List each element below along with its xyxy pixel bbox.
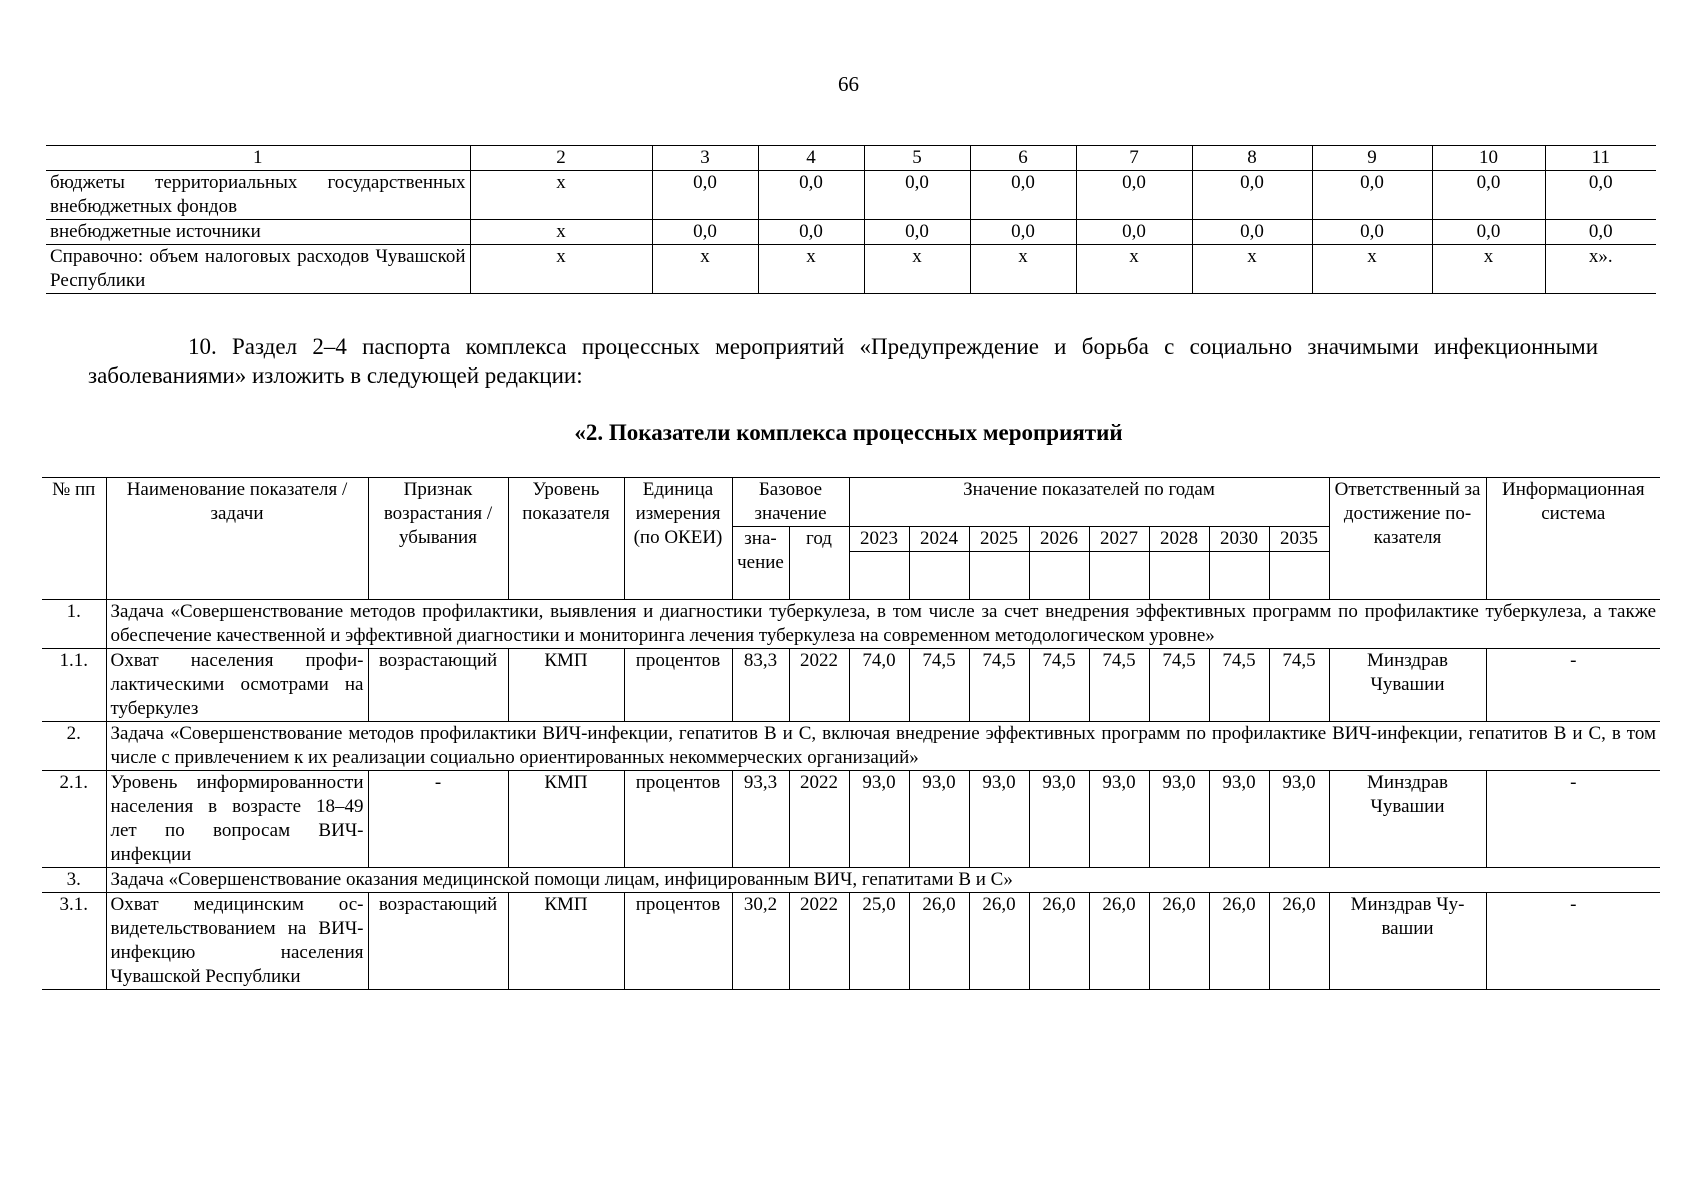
table-cell: 0,0 [652,171,758,220]
indicator-name: Охват медицинским освидетельствованием на ВИЧ-инфекцию населения Чувашской Республики [106,893,368,990]
indicator-responsible: Минздрав Чувашии [1329,649,1486,722]
indicator-year-value: 74,5 [1209,649,1269,722]
indicator-year-value: 74,5 [1149,649,1209,722]
amendment-paragraph: 10. Раздел 2–4 паспорта комплекса процессных мероприятий «Предупреждение и борьба с социально значимыми инфекционными заболеваниями» изложить в следующей редакции: [88,334,1598,388]
task-row [42,868,1660,893]
table-cell: х [470,220,652,245]
table-cell: 0,0 [1192,171,1312,220]
table-cell: 0,0 [1432,220,1545,245]
header-responsible: Ответственный за достижение показателя [1329,478,1486,600]
indicator-sign: возрастающий [368,893,508,990]
indicator-year-value: 26,0 [1089,893,1149,990]
task-row [42,722,1660,771]
indicator-year-value: 93,0 [969,771,1029,868]
indicator-info-system: - [1486,771,1660,868]
indicator-year-value: 74,5 [1269,649,1329,722]
budget-continuation-table [46,145,1656,294]
column-number: 3 [652,146,758,171]
indicator-base-value: 30,2 [732,893,789,990]
header-year: 2027 [1089,527,1149,552]
indicator-year-value: 74,5 [909,649,969,722]
table-cell: 0,0 [1076,220,1192,245]
header-year: 2026 [1029,527,1089,552]
indicator-responsible: Минздрав Чувашии [1329,893,1486,990]
table-cell: х». [1545,245,1656,294]
table-cell: 0,0 [1545,171,1656,220]
header-year: 2025 [969,527,1029,552]
row-label: бюджеты территориальных государственных внебюджетных фондов [46,171,470,220]
indicator-sign: - [368,771,508,868]
indicator-name: Охват населения профилактическими осмотрами на туберкулез [106,649,368,722]
indicator-year-value: 26,0 [1269,893,1329,990]
indicator-year-value: 26,0 [969,893,1029,990]
table-cell: х [470,171,652,220]
indicator-year-value: 93,0 [1209,771,1269,868]
header-years-group: Значение показателей по годам [849,478,1329,527]
header-year: 2024 [909,527,969,552]
indicator-year-value: 74,0 [849,649,909,722]
header-level: Уровень показателя [508,478,624,600]
indicator-base-year: 2022 [789,649,849,722]
indicator-year-value: 93,0 [849,771,909,868]
table-row [46,220,1656,245]
indicator-year-value: 93,0 [1029,771,1089,868]
header-sign: Признак возрастания / убывания [368,478,508,600]
indicator-unit: процентов [624,649,732,722]
column-number: 7 [1076,146,1192,171]
indicator-base-value: 93,3 [732,771,789,868]
table-cell: х [758,245,864,294]
indicator-row [42,649,1660,722]
task-text: Задача «Совершенствование методов профилактики, выявления и диагностики туберкулеза, в том числе за счет внедрения эффективных программ по профилактике туберкулеза, а также обеспечение качественной и эффективной диагностики и мониторинга лечения туберкулеза на современном методологическом уровне» [106,600,1660,649]
task-text: Задача «Совершенствование методов профилактики ВИЧ-инфекции, гепатитов B и C, включая внедрение эффективных программ по профилактике ВИЧ-инфекции, гепатитов B и C, в том числе с привлечением к их реализации социально ориентированных некоммерческих организаций» [106,722,1660,771]
table-cell: х [652,245,758,294]
column-number: 11 [1545,146,1656,171]
column-numbers-row [46,146,1656,171]
table-cell: 0,0 [864,171,970,220]
indicator-year-value: 26,0 [1209,893,1269,990]
table-cell: 0,0 [652,220,758,245]
column-number: 9 [1312,146,1432,171]
table-cell: х [970,245,1076,294]
table-row [46,171,1656,220]
task-number: 1. [42,600,106,649]
indicator-number: 3.1. [42,893,106,990]
table-cell: 0,0 [970,171,1076,220]
column-number: 8 [1192,146,1312,171]
indicator-year-value: 26,0 [1029,893,1089,990]
indicator-year-value: 93,0 [909,771,969,868]
indicator-base-year: 2022 [789,771,849,868]
column-number: 1 [46,146,470,171]
table-cell: х [1432,245,1545,294]
column-number: 10 [1432,146,1545,171]
task-row [42,600,1660,649]
indicator-level: КМП [508,649,624,722]
section-heading: «2. Показатели комплекса процессных мероприятий [574,420,1123,445]
header-year: 2028 [1149,527,1209,552]
page-number: 66 [838,72,859,96]
table-cell: 0,0 [1076,171,1192,220]
indicator-year-value: 93,0 [1149,771,1209,868]
header-unit: Единица измерения (по ОКЕИ) [624,478,732,600]
column-number: 5 [864,146,970,171]
indicators-table [42,477,1660,990]
column-number: 2 [470,146,652,171]
indicator-year-value: 74,5 [969,649,1029,722]
indicator-year-value: 26,0 [909,893,969,990]
table-cell: 0,0 [970,220,1076,245]
table-cell: х [470,245,652,294]
indicator-year-value: 26,0 [1149,893,1209,990]
indicator-level: КМП [508,771,624,868]
indicator-row [42,893,1660,990]
task-text: Задача «Совершенствование оказания медицинской помощи лицам, инфицированным ВИЧ, гепатитами B и C» [106,868,1660,893]
table-cell: х [864,245,970,294]
header-year: 2035 [1269,527,1329,552]
header-base-value: значение [732,527,789,600]
indicator-base-value: 83,3 [732,649,789,722]
table-cell: х [1312,245,1432,294]
indicator-year-value: 93,0 [1269,771,1329,868]
indicator-unit: процентов [624,771,732,868]
column-number: 6 [970,146,1076,171]
column-number: 4 [758,146,864,171]
indicator-info-system: - [1486,893,1660,990]
indicator-base-year: 2022 [789,893,849,990]
indicator-year-value: 93,0 [1089,771,1149,868]
header-num: № пп [42,478,106,600]
header-year: 2030 [1209,527,1269,552]
indicator-name: Уровень информированности населения в возрасте 18–49 лет по вопросам ВИЧ-инфекции [106,771,368,868]
table-cell: 0,0 [1312,171,1432,220]
table-cell: 0,0 [864,220,970,245]
indicator-year-value: 74,5 [1089,649,1149,722]
table-row [46,245,1656,294]
task-number: 2. [42,722,106,771]
table-cell: 0,0 [1312,220,1432,245]
task-number: 3. [42,868,106,893]
row-label: внебюджетные источники [46,220,470,245]
header-info-system: Информационная система [1486,478,1660,600]
row-label: Справочно: объем налоговых расходов Чувашской Республики [46,245,470,294]
header-base: Базовое значение [732,478,849,527]
header-base-year: год [789,527,849,600]
table-cell: 0,0 [758,171,864,220]
table-cell: х [1192,245,1312,294]
indicator-number: 1.1. [42,649,106,722]
table-cell: 0,0 [758,220,864,245]
indicator-responsible: Минздрав Чувашии [1329,771,1486,868]
table-cell: 0,0 [1192,220,1312,245]
indicator-number: 2.1. [42,771,106,868]
indicator-year-value: 25,0 [849,893,909,990]
header-row [42,478,1660,527]
indicator-year-value: 74,5 [1029,649,1089,722]
table-cell: х [1076,245,1192,294]
table-cell: 0,0 [1545,220,1656,245]
indicator-row [42,771,1660,868]
indicator-info-system: - [1486,649,1660,722]
indicator-sign: возрастающий [368,649,508,722]
indicator-unit: процентов [624,893,732,990]
header-name: Наименование показателя / задачи [106,478,368,600]
header-year: 2023 [849,527,909,552]
table-cell: 0,0 [1432,171,1545,220]
indicator-level: КМП [508,893,624,990]
